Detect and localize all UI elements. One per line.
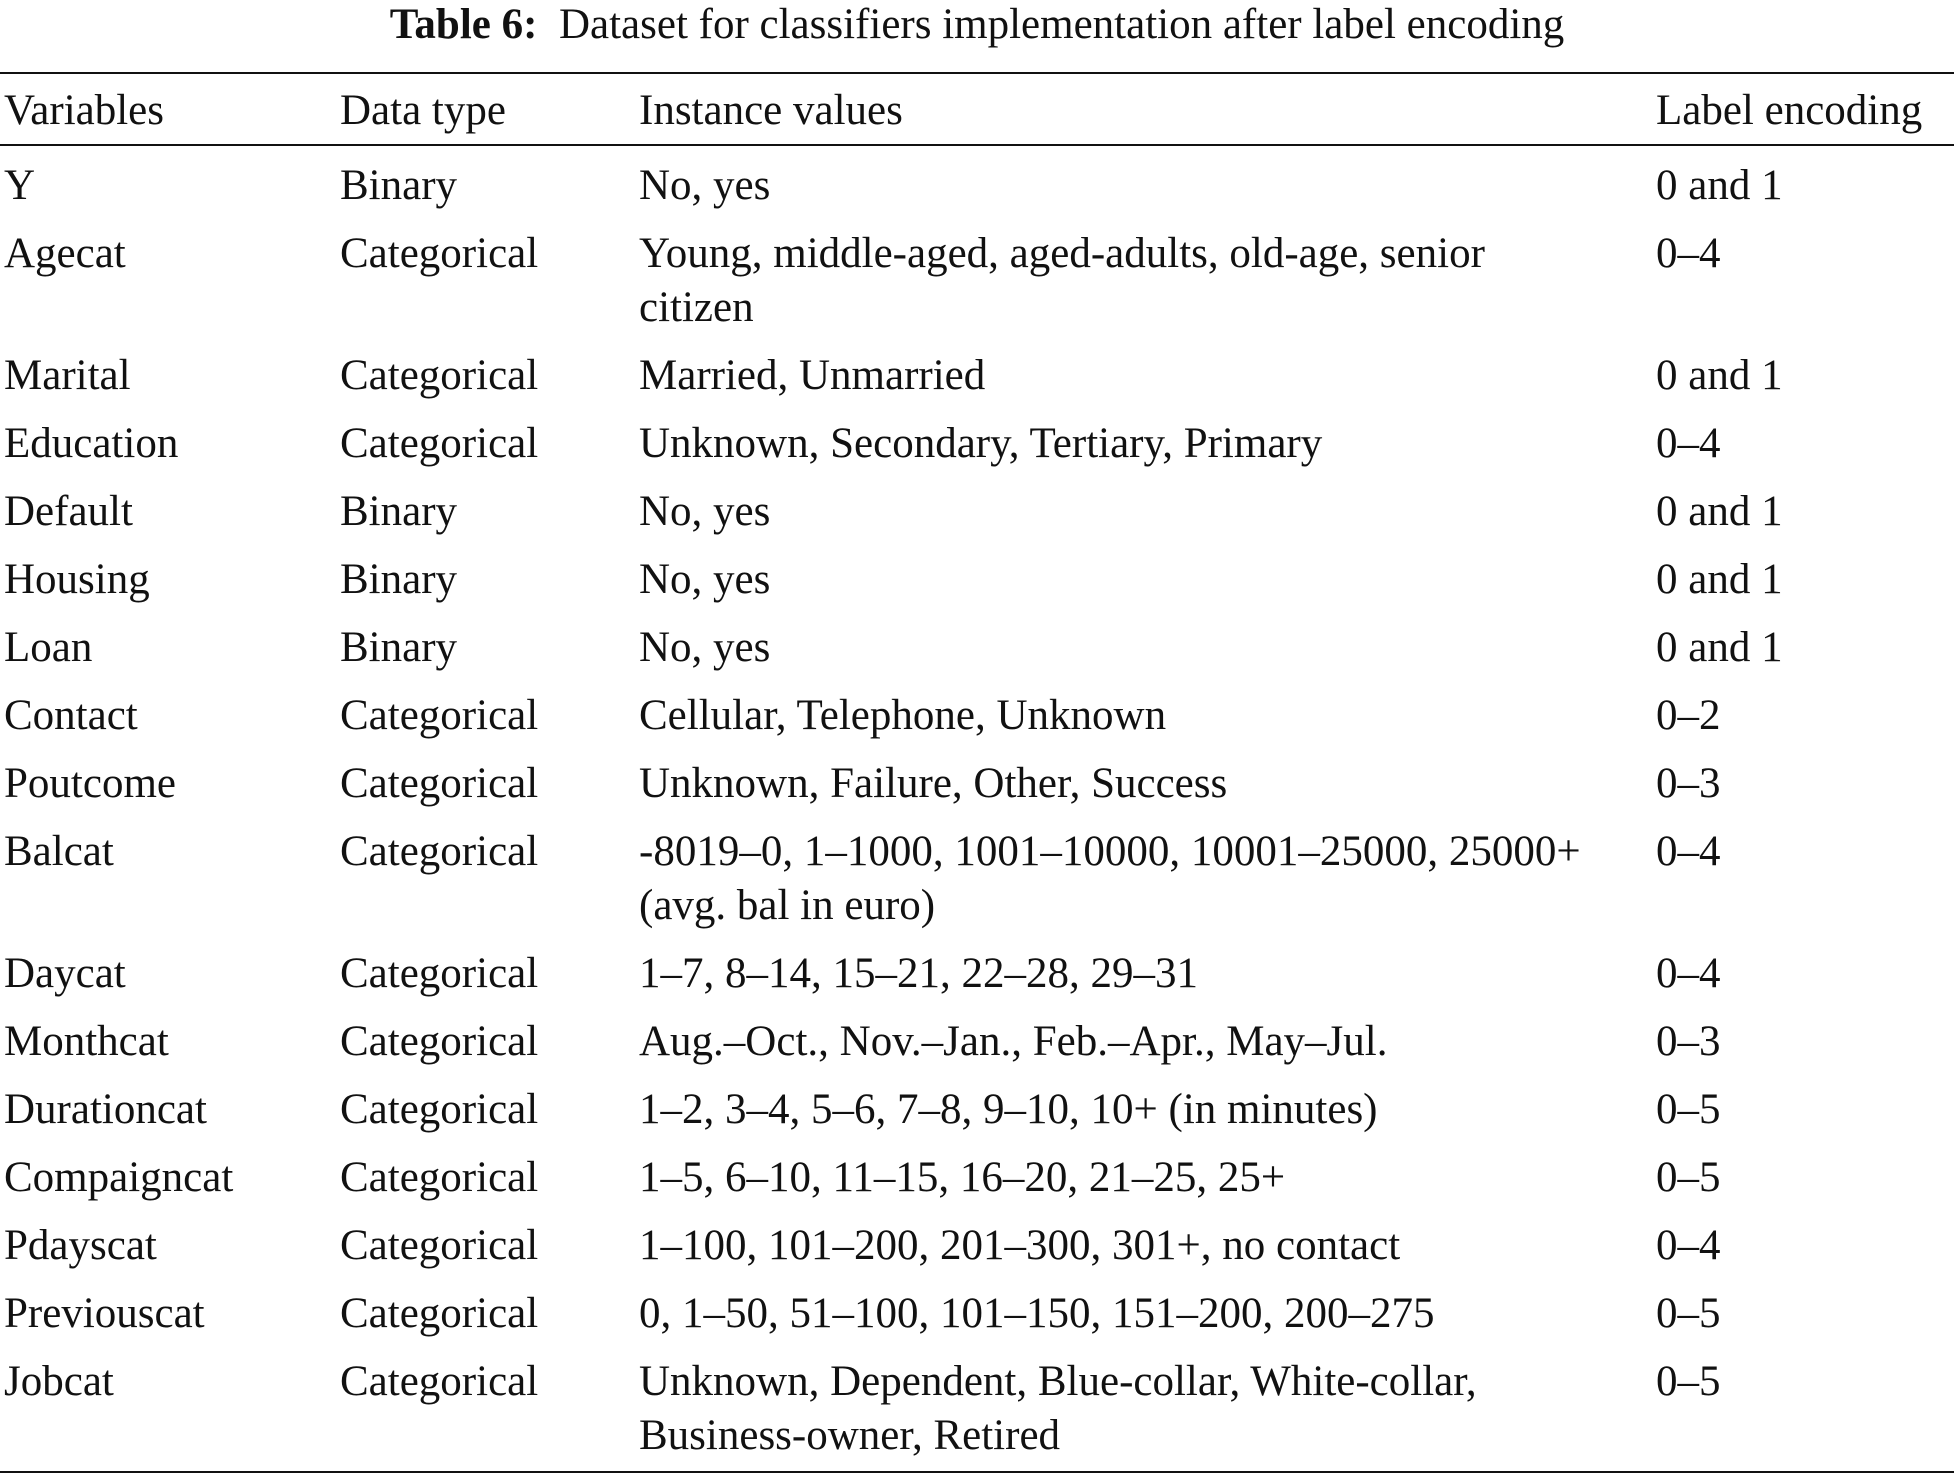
cell-variable: Jobcat — [4, 1358, 114, 1405]
cell-data-type: Categorical — [340, 950, 539, 997]
table-row — [0, 1008, 1954, 1076]
table-row — [0, 1076, 1954, 1144]
table-row — [0, 145, 1954, 220]
table-row — [0, 614, 1954, 682]
cell-variable: Default — [4, 488, 133, 535]
header-variables: Variables — [4, 87, 164, 134]
table-row — [0, 410, 1954, 478]
cell-instance-values: Unknown, Failure, Other, Success — [639, 760, 1228, 807]
cell-variable: Durationcat — [4, 1086, 207, 1133]
cell-data-type: Binary — [340, 162, 458, 209]
cell-variable: Loan — [4, 624, 93, 671]
table-row — [0, 818, 1954, 940]
header-data-type: Data type — [340, 87, 506, 134]
cell-instance-values: 1–5, 6–10, 11–15, 16–20, 21–25, 25+ — [639, 1154, 1286, 1201]
table-caption-text: Dataset for classifiers implementation after label encoding — [558, 1, 1565, 48]
cell-instance-values: 1–100, 101–200, 201–300, 301+, no contact — [639, 1222, 1401, 1269]
table-row — [0, 1348, 1954, 1472]
cell-label-encoding: 0–5 — [1656, 1154, 1721, 1201]
cell-data-type: Categorical — [340, 1154, 539, 1201]
cell-instance-values: -8019–0, 1–1000, 1001–10000, 10001–25000, 25000+ (avg. bal in euro) — [639, 828, 1581, 929]
data-table — [0, 72, 1954, 1473]
cell-label-encoding: 0–4 — [1656, 950, 1721, 997]
cell-variable: Pdayscat — [4, 1222, 157, 1269]
cell-label-encoding: 0 and 1 — [1656, 162, 1783, 209]
cell-label-encoding: 0–4 — [1656, 1222, 1721, 1269]
cell-variable: Housing — [4, 556, 150, 603]
cell-label-encoding: 0–5 — [1656, 1086, 1721, 1133]
cell-variable: Daycat — [4, 950, 126, 997]
cell-label-encoding: 0 and 1 — [1656, 556, 1783, 603]
cell-data-type: Categorical — [340, 230, 539, 277]
cell-data-type: Categorical — [340, 420, 539, 467]
cell-data-type: Categorical — [340, 1018, 539, 1065]
cell-variable: Balcat — [4, 828, 114, 875]
table-header-row — [0, 73, 1954, 145]
cell-instance-values: No, yes — [639, 624, 771, 671]
table-row — [0, 750, 1954, 818]
table-row — [0, 1280, 1954, 1348]
table-row — [0, 940, 1954, 1008]
cell-variable: Contact — [4, 692, 138, 739]
table-row — [0, 546, 1954, 614]
cell-variable: Y — [4, 162, 36, 209]
cell-data-type: Categorical — [340, 352, 539, 399]
cell-data-type: Binary — [340, 624, 458, 671]
cell-data-type: Categorical — [340, 1358, 539, 1405]
cell-variable: Compaigncat — [4, 1154, 234, 1201]
cell-instance-values: Unknown, Secondary, Tertiary, Primary — [639, 420, 1323, 467]
header-label-encoding: Label encoding — [1656, 87, 1923, 134]
cell-label-encoding: 0 and 1 — [1656, 352, 1783, 399]
cell-instance-values: Married, Unmarried — [639, 352, 986, 399]
cell-instance-values: No, yes — [639, 556, 771, 603]
cell-label-encoding: 0–5 — [1656, 1358, 1721, 1405]
cell-data-type: Categorical — [340, 760, 539, 807]
cell-instance-values: Unknown, Dependent, Blue-collar, White-collar, Business-owner, Retired — [639, 1358, 1477, 1459]
cell-label-encoding: 0–5 — [1656, 1290, 1721, 1337]
table-row — [0, 682, 1954, 750]
data-table-container — [0, 72, 1954, 1473]
cell-label-encoding: 0–4 — [1656, 828, 1721, 875]
cell-variable: Marital — [4, 352, 131, 399]
table-row — [0, 1212, 1954, 1280]
table-row — [0, 478, 1954, 546]
cell-variable: Poutcome — [4, 760, 176, 807]
table-row — [0, 1144, 1954, 1212]
table-caption-label: Table 6: — [389, 1, 538, 48]
cell-label-encoding: 0–3 — [1656, 1018, 1721, 1065]
cell-instance-values: Aug.–Oct., Nov.–Jan., Feb.–Apr., May–Jul. — [639, 1018, 1388, 1065]
cell-label-encoding: 0 and 1 — [1656, 488, 1783, 535]
cell-instance-values: Young, middle-aged, aged-adults, old-age, senior citizen — [639, 230, 1485, 331]
cell-data-type: Categorical — [340, 1086, 539, 1133]
cell-instance-values: 1–7, 8–14, 15–21, 22–28, 29–31 — [639, 950, 1198, 997]
cell-instance-values: Cellular, Telephone, Unknown — [639, 692, 1167, 739]
cell-label-encoding: 0–2 — [1656, 692, 1721, 739]
table-row — [0, 220, 1954, 342]
cell-data-type: Binary — [340, 488, 458, 535]
cell-label-encoding: 0–4 — [1656, 420, 1721, 467]
cell-data-type: Categorical — [340, 828, 539, 875]
table-caption — [0, 0, 1954, 52]
table-body — [0, 145, 1954, 1472]
cell-label-encoding: 0–4 — [1656, 230, 1721, 277]
cell-variable: Monthcat — [4, 1018, 169, 1065]
cell-instance-values: 0, 1–50, 51–100, 101–150, 151–200, 200–275 — [639, 1290, 1435, 1337]
cell-variable: Agecat — [4, 230, 126, 277]
cell-instance-values: 1–2, 3–4, 5–6, 7–8, 9–10, 10+ (in minutes) — [639, 1086, 1378, 1133]
table-row — [0, 342, 1954, 410]
cell-label-encoding: 0 and 1 — [1656, 624, 1783, 671]
header-instance-values: Instance values — [639, 87, 903, 134]
cell-data-type: Categorical — [340, 692, 539, 739]
cell-instance-values: No, yes — [639, 162, 771, 209]
cell-data-type: Categorical — [340, 1290, 539, 1337]
cell-data-type: Binary — [340, 556, 458, 603]
cell-label-encoding: 0–3 — [1656, 760, 1721, 807]
cell-data-type: Categorical — [340, 1222, 539, 1269]
cell-instance-values: No, yes — [639, 488, 771, 535]
cell-variable: Education — [4, 420, 179, 467]
cell-variable: Previouscat — [4, 1290, 205, 1337]
